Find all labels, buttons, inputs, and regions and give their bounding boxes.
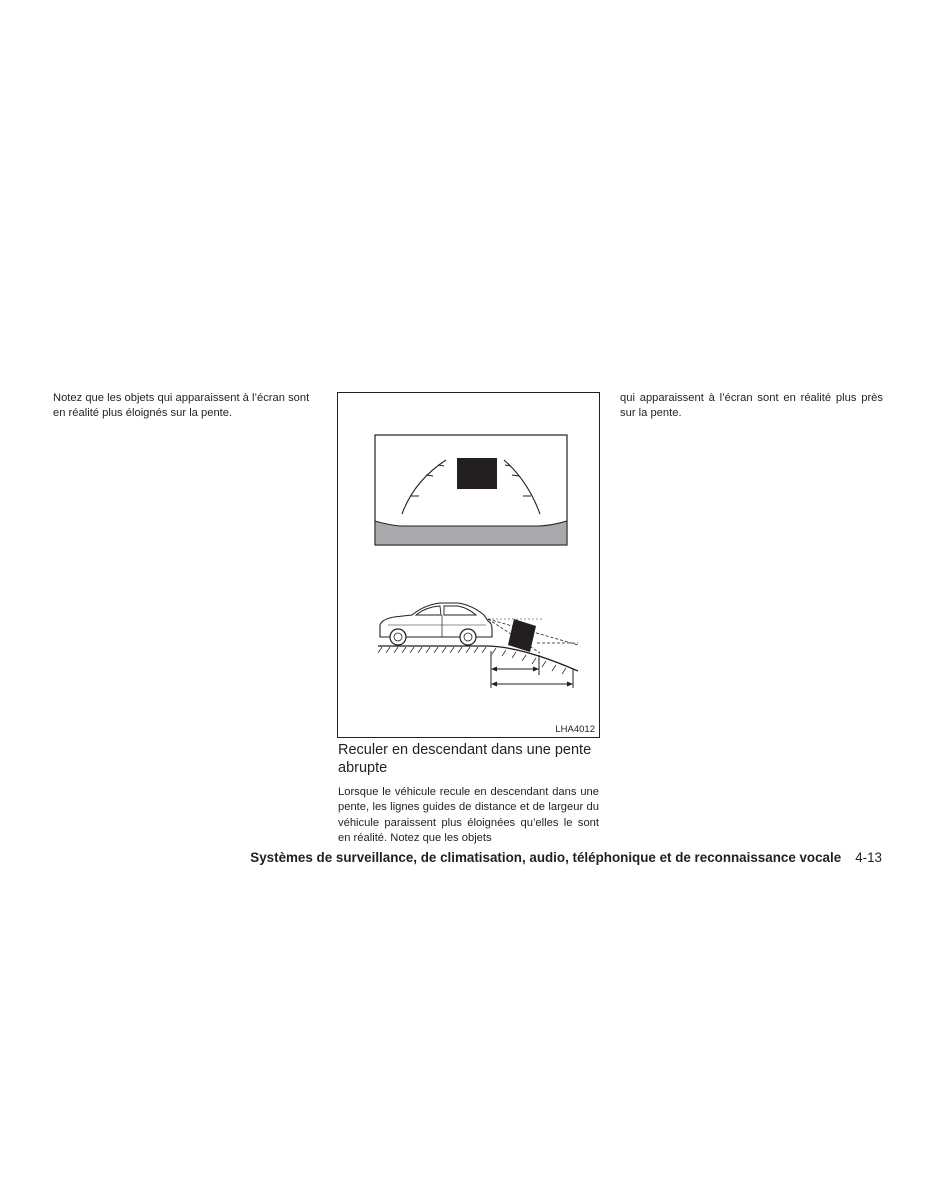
middle-column-paragraph: Lorsque le véhicule recule en descendant dans une pente, les lignes guides de distance et de largeur du véhicule paraissent plus éloignées qu’elles le sont en réalité. Notez que les objets (338, 786, 599, 845)
figure-code-label: LHA4012 (555, 724, 595, 735)
obstacle-on-screen (457, 458, 497, 489)
illustration-drawing (338, 393, 599, 737)
section-heading: Reculer en descendant dans une pente abrupte (338, 742, 592, 776)
footer-section-title: Systèmes de surveillance, de climatisation, audio, téléphonique et de reconnaissance vocale (250, 850, 842, 865)
left-column-paragraph: Notez que les objets qui apparaissent à l’écran sont en réalité plus éloignés sur la pente. (53, 392, 310, 420)
page-footer (0, 849, 882, 867)
obstacle-on-slope (508, 619, 536, 652)
page-number: 4-13 (855, 850, 882, 865)
rear-camera-slope-illustration (337, 392, 600, 738)
vehicle-side-view (378, 603, 578, 688)
right-column-paragraph: qui apparaissent à l’écran sont en réalité plus près sur la pente. (620, 392, 883, 420)
camera-screen-view (375, 435, 567, 545)
